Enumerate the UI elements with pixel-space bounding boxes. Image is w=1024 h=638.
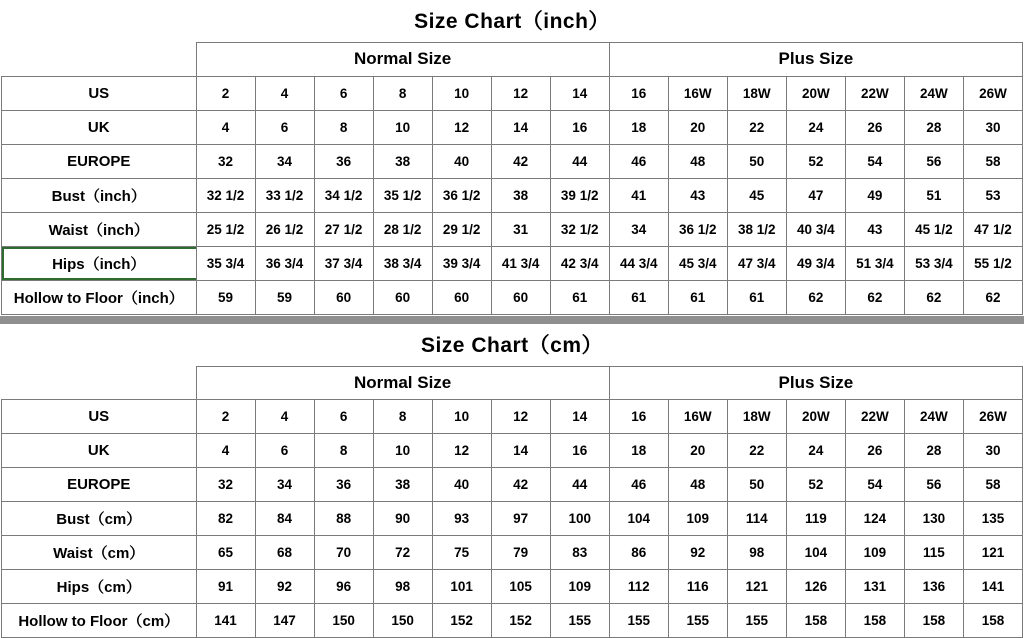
table-cell: 14: [550, 76, 609, 110]
table-cell: 44: [550, 468, 609, 502]
table-cell: 61: [727, 280, 786, 314]
table-cell: 16W: [668, 400, 727, 434]
table-cell: 147: [255, 604, 314, 638]
table-cell: 26 1/2: [255, 212, 314, 246]
table-cell: 40 3/4: [786, 212, 845, 246]
table-cell: 62: [963, 280, 1022, 314]
table-cell: 46: [609, 468, 668, 502]
table-cell: 6: [314, 76, 373, 110]
table-cell: 10: [432, 400, 491, 434]
table-cell: 62: [786, 280, 845, 314]
table-cell: 18W: [727, 400, 786, 434]
table-cell: 60: [432, 280, 491, 314]
row-label: Hollow to Floor（cm）: [2, 604, 197, 638]
table-cell: 79: [491, 536, 550, 570]
table-cell: 152: [491, 604, 550, 638]
table-cell: 53: [963, 178, 1022, 212]
table-cell: 150: [373, 604, 432, 638]
table-header-row: [2, 43, 1023, 77]
table-cell: 83: [550, 536, 609, 570]
table-cell: 38 1/2: [727, 212, 786, 246]
table-cell: 20: [668, 110, 727, 144]
table-cell: 26: [845, 434, 904, 468]
table-cell: 6: [314, 400, 373, 434]
table-cell: 47 1/2: [963, 212, 1022, 246]
table-cell: 48: [668, 468, 727, 502]
table-cell: 36: [314, 468, 373, 502]
row-label: US: [2, 400, 197, 434]
table-row: [2, 400, 1023, 434]
table-cell: 136: [904, 570, 963, 604]
table-cell: 121: [963, 536, 1022, 570]
table-cell: 6: [255, 110, 314, 144]
table-cell: 49 3/4: [786, 246, 845, 280]
table-cell: 155: [668, 604, 727, 638]
table-cell: 93: [432, 502, 491, 536]
table-cell: 14: [491, 434, 550, 468]
table-cell: 44 3/4: [609, 246, 668, 280]
table-cell: 41 3/4: [491, 246, 550, 280]
table-cell: 104: [786, 536, 845, 570]
table-cell: 109: [550, 570, 609, 604]
table-cell: 38: [373, 144, 432, 178]
corner-blank-cell: [2, 43, 197, 77]
table-cell: 46: [609, 144, 668, 178]
row-label: Hips（inch）: [2, 246, 197, 280]
table-cell: 20W: [786, 400, 845, 434]
table-cell: 105: [491, 570, 550, 604]
table-cell: 36: [314, 144, 373, 178]
table-cell: 135: [963, 502, 1022, 536]
table-cell: 14: [491, 110, 550, 144]
table-cell: 24: [786, 434, 845, 468]
row-label: UK: [2, 110, 197, 144]
table-cell: 51 3/4: [845, 246, 904, 280]
table-cell: 24W: [904, 400, 963, 434]
table-cell: 50: [727, 144, 786, 178]
table-cell: 43: [668, 178, 727, 212]
table-cell: 61: [550, 280, 609, 314]
table-cell: 68: [255, 536, 314, 570]
table-cell: 25 1/2: [196, 212, 255, 246]
table-cell: 61: [668, 280, 727, 314]
table-cell: 16: [609, 76, 668, 110]
group-header-normal: Normal Size: [196, 366, 609, 400]
table-cell: 92: [668, 536, 727, 570]
table-cell: 29 1/2: [432, 212, 491, 246]
table-cell: 4: [196, 434, 255, 468]
row-label: Bust（cm）: [2, 502, 197, 536]
table-cell: 34: [255, 144, 314, 178]
table-row: [2, 212, 1023, 246]
table-cell: 75: [432, 536, 491, 570]
table-cell: 22W: [845, 76, 904, 110]
table-cell: 56: [904, 144, 963, 178]
table-cell: 43: [845, 212, 904, 246]
table-cell: 37 3/4: [314, 246, 373, 280]
corner-blank-cell: [2, 366, 197, 400]
table-cell: 88: [314, 502, 373, 536]
table-cell: 45 3/4: [668, 246, 727, 280]
table-cell: 2: [196, 76, 255, 110]
table-cell: 33 1/2: [255, 178, 314, 212]
table-cell: 18: [609, 434, 668, 468]
table-cell: 109: [668, 502, 727, 536]
row-label: Bust（inch）: [2, 178, 197, 212]
table-cell: 141: [963, 570, 1022, 604]
table-cell: 18: [609, 110, 668, 144]
table-cell: 60: [314, 280, 373, 314]
table-cell: 126: [786, 570, 845, 604]
table-cell: 4: [255, 76, 314, 110]
table-cell: 31: [491, 212, 550, 246]
table-cell: 101: [432, 570, 491, 604]
table-cell: 34: [255, 468, 314, 502]
table-row: [2, 144, 1023, 178]
group-header-plus: Plus Size: [609, 43, 1022, 77]
section-divider: [0, 316, 1024, 324]
table-cell: 155: [609, 604, 668, 638]
group-header-normal: Normal Size: [196, 43, 609, 77]
inch-chart-section: [0, 0, 1024, 315]
table-cell: 121: [727, 570, 786, 604]
table-cell: 10: [373, 434, 432, 468]
table-cell: 54: [845, 468, 904, 502]
table-header-row: [2, 366, 1023, 400]
table-cell: 35 1/2: [373, 178, 432, 212]
table-cell: 155: [550, 604, 609, 638]
table-cell: 40: [432, 468, 491, 502]
table-cell: 36 1/2: [668, 212, 727, 246]
page-title-inch: Size Chart（inch）: [0, 0, 1024, 42]
table-row: [2, 570, 1023, 604]
table-cell: 14: [550, 400, 609, 434]
table-cell: 92: [255, 570, 314, 604]
table-cell: 98: [727, 536, 786, 570]
table-cell: 36 1/2: [432, 178, 491, 212]
table-cell: 41: [609, 178, 668, 212]
table-cell: 34: [609, 212, 668, 246]
table-cell: 112: [609, 570, 668, 604]
table-cell: 36 3/4: [255, 246, 314, 280]
table-cell: 26W: [963, 400, 1022, 434]
table-cell: 4: [196, 110, 255, 144]
table-row: [2, 604, 1023, 638]
table-cell: 47 3/4: [727, 246, 786, 280]
table-cell: 158: [963, 604, 1022, 638]
table-row: [2, 110, 1023, 144]
row-label: Waist（cm）: [2, 536, 197, 570]
table-cell: 109: [845, 536, 904, 570]
table-cell: 70: [314, 536, 373, 570]
table-cell: 28: [904, 110, 963, 144]
table-cell: 90: [373, 502, 432, 536]
table-cell: 150: [314, 604, 373, 638]
table-cell: 10: [432, 76, 491, 110]
table-cell: 130: [904, 502, 963, 536]
table-cell: 58: [963, 468, 1022, 502]
table-row: [2, 502, 1023, 536]
table-cell: 84: [255, 502, 314, 536]
table-cell: 35 3/4: [196, 246, 255, 280]
table-cell: 51: [904, 178, 963, 212]
table-cell: 16: [609, 400, 668, 434]
table-cell: 155: [727, 604, 786, 638]
table-cell: 32: [196, 144, 255, 178]
table-cell: 28 1/2: [373, 212, 432, 246]
table-cell: 141: [196, 604, 255, 638]
table-cell: 8: [314, 434, 373, 468]
table-cell: 50: [727, 468, 786, 502]
table-cell: 32: [196, 468, 255, 502]
table-cell: 86: [609, 536, 668, 570]
table-cell: 56: [904, 468, 963, 502]
table-cell: 30: [963, 110, 1022, 144]
table-cell: 47: [786, 178, 845, 212]
table-cell: 38: [373, 468, 432, 502]
table-cell: 82: [196, 502, 255, 536]
table-cell: 116: [668, 570, 727, 604]
table-cell: 131: [845, 570, 904, 604]
table-row: [2, 246, 1023, 280]
table-cell: 20: [668, 434, 727, 468]
table-cell: 30: [963, 434, 1022, 468]
table-cell: 26: [845, 110, 904, 144]
row-label: EUROPE: [2, 468, 197, 502]
table-cell: 32 1/2: [550, 212, 609, 246]
table-cell: 158: [845, 604, 904, 638]
table-cell: 42: [491, 144, 550, 178]
table-cell: 97: [491, 502, 550, 536]
table-cell: 91: [196, 570, 255, 604]
table-cell: 114: [727, 502, 786, 536]
size-table-cm-body: [2, 366, 1023, 638]
table-cell: 60: [373, 280, 432, 314]
table-row: [2, 76, 1023, 110]
table-cell: 158: [904, 604, 963, 638]
row-label: UK: [2, 434, 197, 468]
table-cell: 48: [668, 144, 727, 178]
table-cell: 6: [255, 434, 314, 468]
table-cell: 54: [845, 144, 904, 178]
table-cell: 12: [432, 110, 491, 144]
table-cell: 4: [255, 400, 314, 434]
table-cell: 10: [373, 110, 432, 144]
table-cell: 59: [255, 280, 314, 314]
table-cell: 52: [786, 468, 845, 502]
table-cell: 38 3/4: [373, 246, 432, 280]
page-title-cm: Size Chart（cm）: [0, 324, 1024, 366]
table-cell: 60: [491, 280, 550, 314]
table-cell: 42: [491, 468, 550, 502]
table-cell: 58: [963, 144, 1022, 178]
table-row: [2, 536, 1023, 570]
table-cell: 18W: [727, 76, 786, 110]
table-cell: 32 1/2: [196, 178, 255, 212]
table-cell: 158: [786, 604, 845, 638]
table-cell: 62: [845, 280, 904, 314]
table-cell: 12: [491, 400, 550, 434]
table-cell: 72: [373, 536, 432, 570]
table-row: [2, 280, 1023, 314]
table-cell: 45: [727, 178, 786, 212]
table-cell: 44: [550, 144, 609, 178]
table-cell: 115: [904, 536, 963, 570]
table-cell: 39 1/2: [550, 178, 609, 212]
table-cell: 96: [314, 570, 373, 604]
table-cell: 34 1/2: [314, 178, 373, 212]
table-cell: 53 3/4: [904, 246, 963, 280]
table-cell: 12: [432, 434, 491, 468]
table-cell: 12: [491, 76, 550, 110]
table-cell: 2: [196, 400, 255, 434]
table-cell: 39 3/4: [432, 246, 491, 280]
table-cell: 22: [727, 434, 786, 468]
cm-chart-section: [0, 324, 1024, 638]
table-cell: 8: [314, 110, 373, 144]
table-cell: 124: [845, 502, 904, 536]
table-cell: 28: [904, 434, 963, 468]
table-row: [2, 468, 1023, 502]
table-cell: 61: [609, 280, 668, 314]
table-cell: 65: [196, 536, 255, 570]
table-cell: 42 3/4: [550, 246, 609, 280]
table-cell: 24: [786, 110, 845, 144]
table-cell: 52: [786, 144, 845, 178]
table-cell: 62: [904, 280, 963, 314]
table-cell: 40: [432, 144, 491, 178]
table-cell: 100: [550, 502, 609, 536]
table-cell: 16: [550, 110, 609, 144]
table-cell: 45 1/2: [904, 212, 963, 246]
table-cell: 22: [727, 110, 786, 144]
table-cell: 16W: [668, 76, 727, 110]
table-cell: 22W: [845, 400, 904, 434]
table-cell: 26W: [963, 76, 1022, 110]
row-label: Hips（cm）: [2, 570, 197, 604]
table-cell: 38: [491, 178, 550, 212]
table-row: [2, 434, 1023, 468]
table-cell: 55 1/2: [963, 246, 1022, 280]
group-header-plus: Plus Size: [609, 366, 1022, 400]
table-cell: 8: [373, 76, 432, 110]
row-label: EUROPE: [2, 144, 197, 178]
size-table-cm: [1, 366, 1023, 638]
table-cell: 119: [786, 502, 845, 536]
table-row: [2, 178, 1023, 212]
table-cell: 27 1/2: [314, 212, 373, 246]
size-table-inch-body: [2, 43, 1023, 315]
table-cell: 16: [550, 434, 609, 468]
table-cell: 49: [845, 178, 904, 212]
table-cell: 20W: [786, 76, 845, 110]
row-label: Waist（inch）: [2, 212, 197, 246]
table-cell: 104: [609, 502, 668, 536]
row-label: Hollow to Floor（inch）: [2, 280, 197, 314]
row-label: US: [2, 76, 197, 110]
table-cell: 24W: [904, 76, 963, 110]
table-cell: 8: [373, 400, 432, 434]
table-cell: 152: [432, 604, 491, 638]
size-table-inch: [1, 42, 1023, 315]
table-cell: 98: [373, 570, 432, 604]
table-cell: 59: [196, 280, 255, 314]
